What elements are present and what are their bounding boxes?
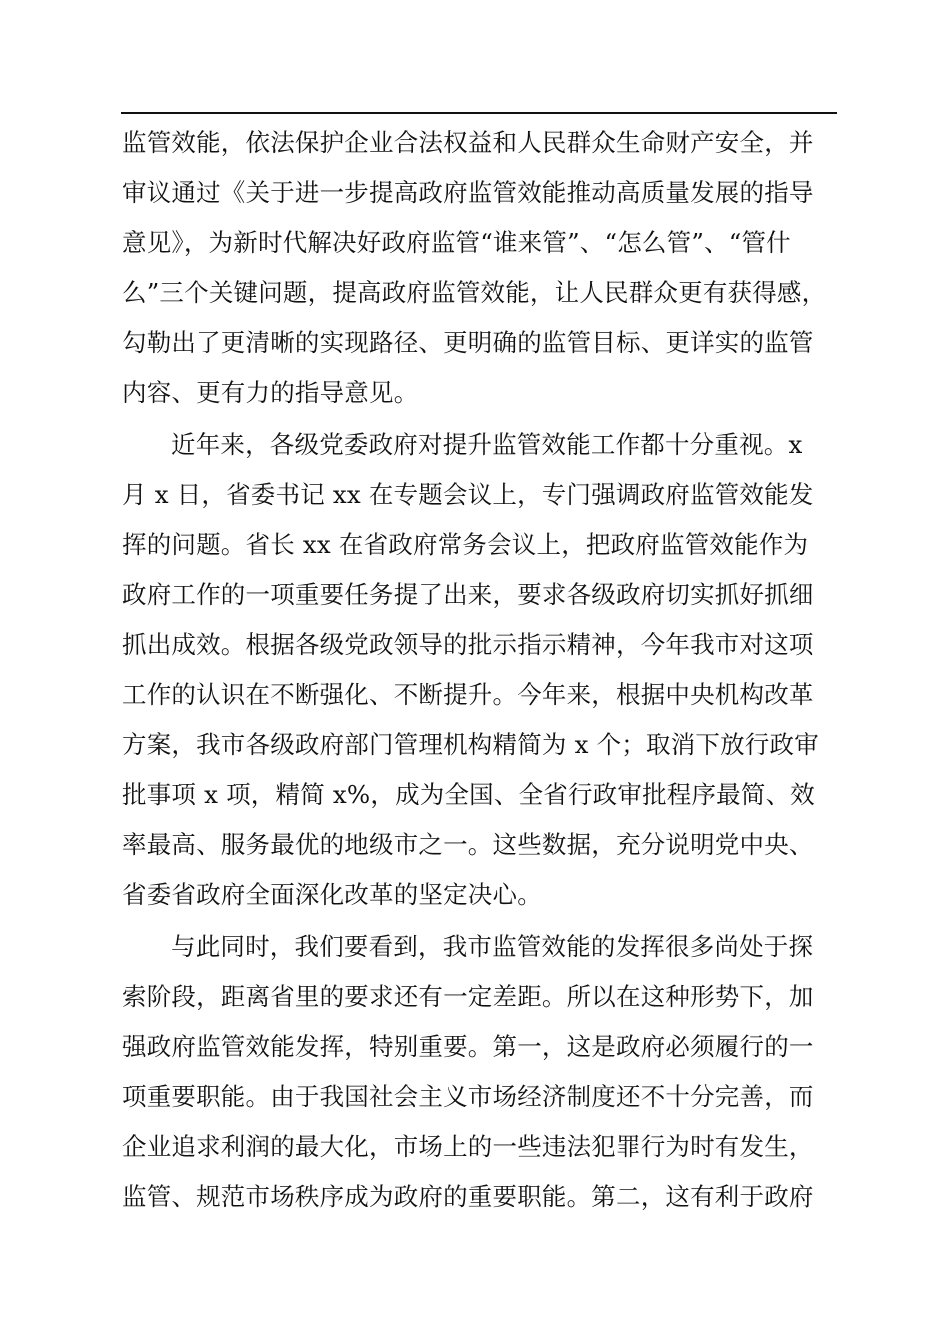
text-line: 监管、规范市场秩序成为政府的重要职能。第二，这有利于政府 — [122, 1182, 814, 1211]
text-line: 意见》，为新时代解决好政府监管“谁来管”、“怎么管”、“管什 — [122, 228, 791, 257]
text-line: 索阶段，距离省里的要求还有一定差距。所以在这种形势下，加 — [122, 982, 814, 1011]
text-line: 政府工作的一项重要任务提了出来，要求各级政府切实抓好抓细 — [122, 580, 814, 609]
text-line: 企业追求利润的最大化，市场上的一些违法犯罪行为时有发生， — [122, 1132, 814, 1161]
text-line: 月 x 日，省委书记 xx 在专题会议上，专门强调政府监管效能发 — [122, 480, 814, 509]
header-rule — [121, 112, 837, 114]
paragraph-start-line: 近年来，各级党委政府对提升监管效能工作都十分重视。x — [171, 430, 803, 459]
text-line: 批事项 x 项，精简 x%，成为全国、全省行政审批程序最简、效 — [122, 780, 815, 809]
text-line: 么”三个关键问题，提高政府监管效能，让人民群众更有获得感， — [122, 278, 827, 307]
text-line: 项重要职能。由于我国社会主义市场经济制度还不十分完善，而 — [122, 1082, 814, 1111]
text-line: 勾勒出了更清晰的实现路径、更明确的监管目标、更详实的监管 — [122, 328, 814, 357]
text-line: 挥的问题。省长 xx 在省政府常务会议上，把政府监管效能作为 — [122, 530, 809, 559]
text-line: 强政府监管效能发挥，特别重要。第一，这是政府必须履行的一 — [122, 1032, 814, 1061]
text-line: 工作的认识在不断强化、不断提升。今年来，根据中央机构改革 — [122, 680, 814, 709]
text-line: 方案，我市各级政府部门管理机构精简为 x 个；取消下放行政审 — [122, 730, 819, 759]
text-line: 内容、更有力的指导意见。 — [122, 378, 419, 407]
text-line: 率最高、服务最优的地级市之一。这些数据，充分说明党中央、 — [122, 830, 814, 859]
text-line: 省委省政府全面深化改革的坚定决心。 — [122, 880, 542, 909]
text-line: 审议通过《关于进一步提高政府监管效能推动高质量发展的指导 — [122, 178, 814, 207]
body-text — [122, 118, 852, 1222]
text-line: 抓出成效。根据各级党政领导的批示指示精神，今年我市对这项 — [122, 630, 814, 659]
text-line: 监管效能，依法保护企业合法权益和人民群众生命财产安全，并 — [122, 128, 814, 157]
paragraph-start-line: 与此同时，我们要看到，我市监管效能的发挥很多尚处于探 — [171, 932, 814, 961]
